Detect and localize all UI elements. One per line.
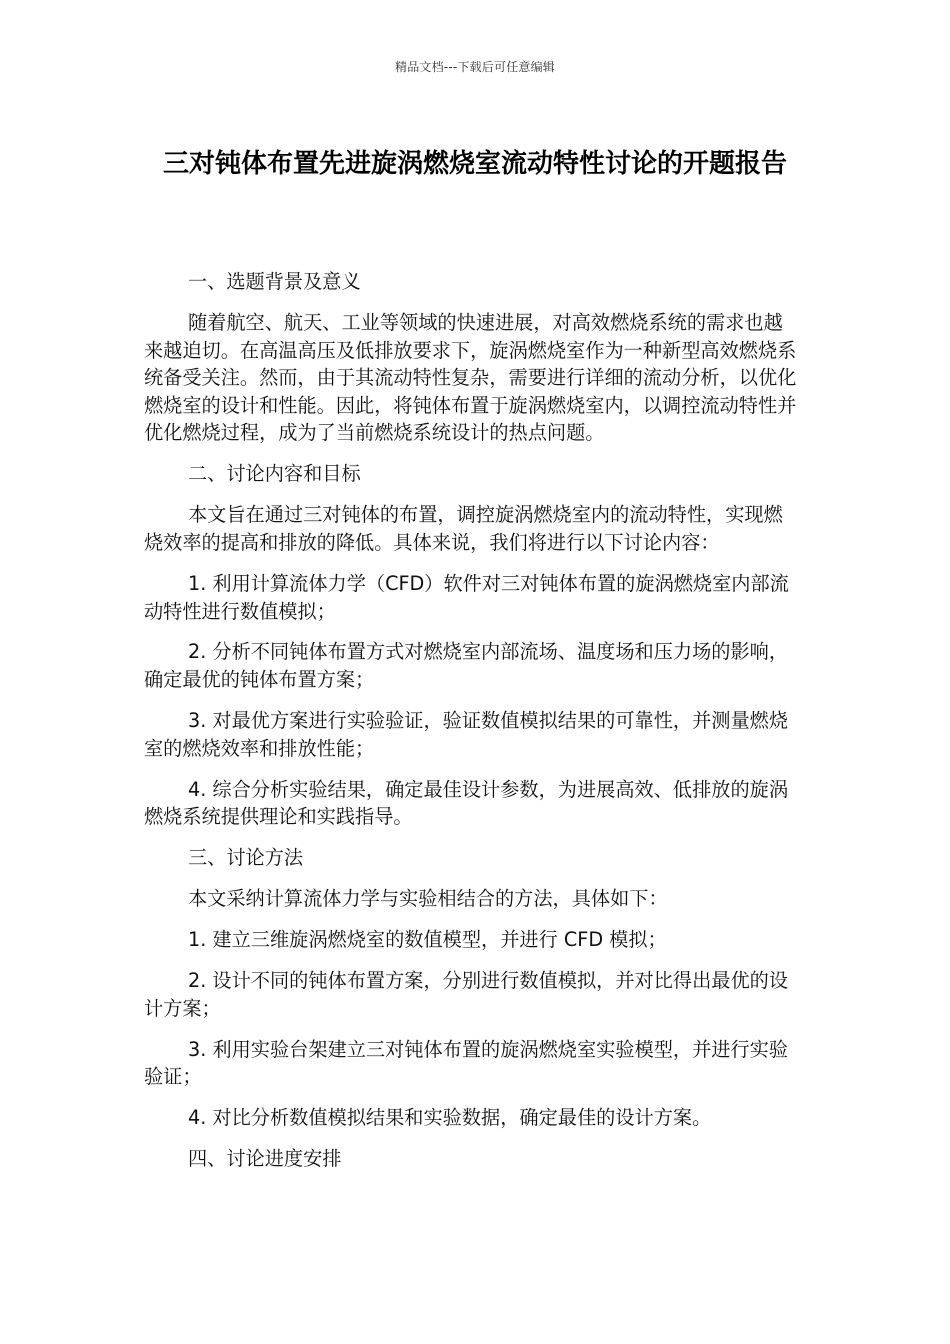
- list-item-content-1: 1. 利用计算流体力学（CFD）软件对三对钝体布置的旋涡燃烧室内部流动特性进行数值模拟；: [144, 571, 789, 623]
- section-heading-background: 一、选题背景及意义: [188, 270, 361, 293]
- paragraph-background: 随着航空、航天、工业等领域的快速进展，对高效燃烧系统的需求也越来越迫切。在高温高压及低排放要求下，旋涡燃烧室作为一种新型高效燃烧系统备受关注。然而，由于其流动特性复杂，需要进行详细的流动分析，以优化燃烧室的设计和性能。因此，将钝体布置于旋涡燃烧室内，以调控流动特性并优化燃烧过程，成为了当前燃烧系统设计的热点问题。: [144, 310, 797, 445]
- section-heading-schedule: 四、讨论进度安排: [188, 1147, 342, 1171]
- paragraph-methods-intro: 本文采纳计算流体力学与实验相结合的方法，具体如下：: [188, 887, 668, 911]
- list-item-content-2: 2. 分析不同钝体布置方式对燃烧室内部流场、温度场和压力场的影响，确定最优的钝体布置方案；: [144, 640, 789, 692]
- section-heading-content-goals: 二、讨论内容和目标: [188, 462, 361, 486]
- document-title: 三对钝体布置先进旋涡燃烧室流动特性讨论的开题报告: [162, 149, 787, 179]
- list-item-method-2: 2. 设计不同的钝体布置方案，分别进行数值模拟，并对比得出最优的设计方案；: [144, 969, 789, 1020]
- list-item-method-3: 3. 利用实验台架建立三对钝体布置的旋涡燃烧室实验模型，并进行实验验证；: [144, 1037, 789, 1089]
- header-note: 精品文档---下载后可任意编辑: [395, 60, 555, 74]
- section-heading-methods: 三、讨论方法: [188, 846, 304, 870]
- list-item-content-4: 4. 综合分析实验结果，确定最佳设计参数，为进展高效、低排放的旋涡燃烧系统提供理论和实践指导。: [144, 777, 789, 829]
- list-item-method-4: 4. 对比分析数值模拟结果和实验数据，确定最佳的设计方案。: [188, 1106, 712, 1130]
- paragraph-content-intro: 本文旨在通过三对钝体的布置，调控旋涡燃烧室内的流动特性，实现燃烧效率的提高和排放的降低。具体来说，我们将进行以下讨论内容：: [144, 503, 783, 554]
- list-item-method-1: 1. 建立三维旋涡燃烧室的数值模型，并进行 CFD 模拟；: [188, 928, 667, 952]
- list-item-content-3: 3. 对最优方案进行实验验证，验证数值模拟结果的可靠性，并测量燃烧室的燃烧效率和排放性能；: [144, 709, 789, 760]
- document-body: [144, 268, 800, 1186]
